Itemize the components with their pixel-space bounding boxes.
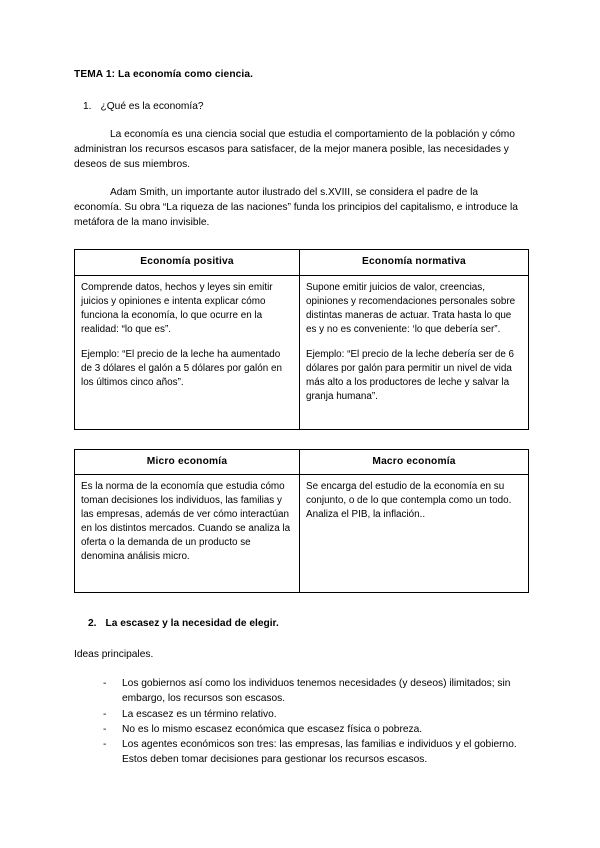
column-header-micro-economia: Micro economía [75,449,300,474]
cell-paragraph-example: Ejemplo: “El precio de la leche ha aumentado de 3 dólares el galón a 5 dólares por galón en los últimos cinco años”. [81,348,282,388]
table-row [75,475,529,593]
dash-bullet-icon: - [103,723,107,735]
paragraph-adam-smith: Adam Smith, un importante autor ilustrado del s.XVIII, se considera el padre de la economía. Su obra “La riqueza de las naciones” funda los principios del capitalismo, e introduce la metáfora de la mano invisible. [74,186,518,228]
section-number-2: 2. [88,618,97,630]
column-header-economia-normativa: Economía normativa [300,250,529,275]
cell-paragraph: Es la norma de la economía que estudia cómo toman decisiones los individuos, las familias y las empresas, además de ver cómo interactúan en los distintos mercados. Cuando se analiza la oferta o la demanda de un producto se denomina análisis micro. [81,481,291,563]
ideas-principales-label: Ideas principales. [74,648,154,660]
dash-bullet-icon: - [103,739,107,751]
column-header-economia-positiva: Economía positiva [75,250,300,275]
list-item-text: Los agentes económicos son tres: las empresas, las familias e individuos y el gobierno. Estos deben tomar decisiones para gestionar los recursos escasos. [122,739,517,766]
table-row [75,275,529,429]
table-positiva-normativa [74,249,529,429]
cell-economia-normativa [300,275,529,429]
paragraph-definition: La economía es una ciencia social que estudia el comportamiento de la población y cómo administran los recursos escasos para satisfacer, de la mejor manera posible, las necesidades y deseos de sus miembros. [74,128,515,170]
cell-paragraph-example: Ejemplo: “El precio de la leche debería ser de 6 dólares por galón para permitir un nivel de vida más alto a los productores de leche y salvar la granja humana”. [306,348,515,403]
cell-paragraph: Se encarga del estudio de la economía en su conjunto, o de lo que contempla como un todo. Analiza el PIB, la inflación.. [306,481,512,521]
list-item [103,676,528,707]
list-item [103,707,528,722]
ideas-principales-list [74,676,528,768]
list-item-text: La escasez es un término relativo. [122,708,277,720]
list-item-text: No es lo mismo escasez económica que escasez física o pobreza. [122,723,423,735]
dash-bullet-icon: - [103,708,107,720]
section-title-2: La escasez y la necesidad de elegir. [105,618,279,630]
cell-economia-positiva [75,275,300,429]
cell-micro-economia [75,475,300,593]
section-heading-2 [74,617,528,631]
section-heading-1 [74,100,528,114]
section-number-1: 1. [83,100,92,112]
list-item-text: Los gobiernos así como los individuos tenemos necesidades (y deseos) ilimitados; sin embargo, los recursos son escasos. [122,677,511,705]
table-header-row [75,449,529,474]
table-micro-macro [74,449,529,593]
column-header-macro-economia: Macro economía [300,449,529,474]
cell-paragraph: Supone emitir juicios de valor, creencias, opiniones y recomendaciones personales sobre distintas maneras de actuar. Trata hasta lo que es y no es conveniente: ‘lo que debería ser”. [306,281,516,335]
page-title: TEMA 1: La economía como ciencia. [74,69,254,80]
dash-bullet-icon: - [103,677,107,689]
cell-macro-economia [300,475,529,593]
list-item [103,737,528,768]
table-header-row [75,250,529,275]
list-item [103,722,528,737]
cell-paragraph: Comprende datos, hechos y leyes sin emitir juicios y opiniones e intenta explicar cómo funciona la economía, lo que ocurre en la realidad: “lo que es”. [81,281,273,335]
section-title-1: ¿Qué es la economía? [100,100,204,112]
